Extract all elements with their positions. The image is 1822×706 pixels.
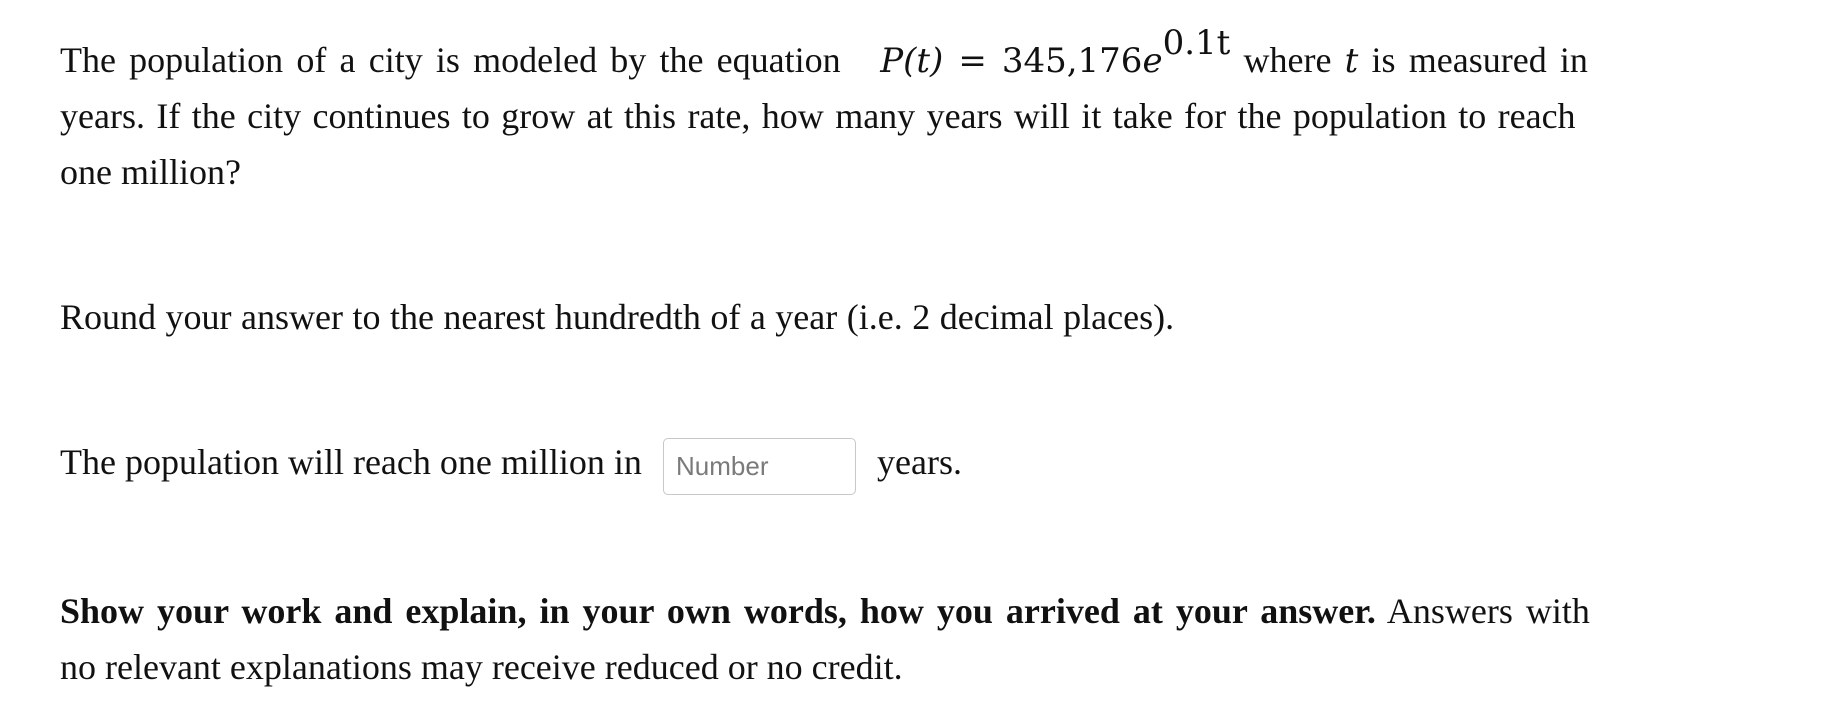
- equation-base: e: [1142, 41, 1163, 81]
- problem-statement-line-3: one million?: [60, 152, 241, 192]
- equation-coefficient: 345,176: [1001, 41, 1143, 81]
- problem-intro: The population of a city is modeled by the equation: [60, 40, 841, 80]
- work-instruction-bold: Show your work and explain, in your own words, how you arrived at your answer.: [60, 591, 1376, 631]
- answer-number-input[interactable]: [663, 438, 856, 495]
- answer-prompt: The population will reach one million in: [60, 442, 642, 482]
- problem-statement-line-2: years. If the city continues to grow at this rate, how many years will it take for the population to reach: [60, 96, 1576, 136]
- answer-unit: years.: [877, 442, 962, 482]
- problem-statement-line-1: [60, 23, 1588, 81]
- variable-t: t: [1344, 41, 1359, 81]
- equation-lhs: P(t): [880, 41, 944, 81]
- equation-equals: =: [958, 41, 987, 81]
- rounding-instruction: Round your answer to the nearest hundredth of a year (i.e. 2 decimal places).: [60, 297, 1175, 337]
- work-instruction-line-2: no relevant explanations may receive reduced or no credit.: [60, 647, 903, 687]
- equation-exponent: 0.1t: [1162, 23, 1231, 63]
- work-instruction-rest: Answers with: [1386, 591, 1590, 631]
- work-instruction-line-1: [60, 590, 1590, 632]
- population-equation: [880, 23, 1230, 81]
- problem-where: where: [1243, 40, 1332, 80]
- problem-measured: is measured in: [1371, 40, 1588, 80]
